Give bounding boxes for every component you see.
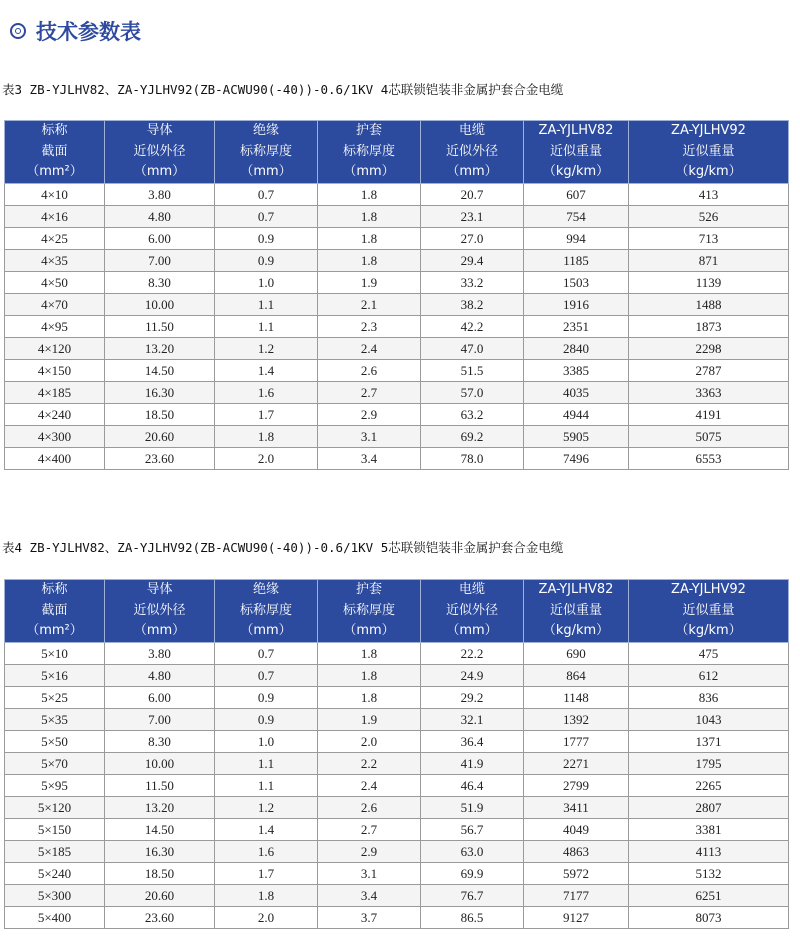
table-cell: 32.1 <box>421 709 524 731</box>
column-header-line: 护套 <box>355 582 382 598</box>
column-header-line: 标称厚度 <box>239 143 292 159</box>
column-header-line: （kg/km） <box>675 623 742 639</box>
column-header-line: 标称 <box>41 582 68 598</box>
table-cell: 4.80 <box>105 665 215 687</box>
table-row <box>5 294 789 316</box>
table-4-caption: 表4 ZB-YJLHV82、ZA-YJLHV92(ZB-ACWU90(-40))-0.6/1KV 5芯联锁铠装非金属护套合金电缆 <box>2 540 564 555</box>
table-cell: 5×300 <box>5 885 105 907</box>
table-cell: 2787 <box>629 360 789 382</box>
table-cell: 56.7 <box>421 819 524 841</box>
column-header-line: （mm） <box>343 164 395 180</box>
table-cell: 2271 <box>524 753 629 775</box>
table-cell: 6.00 <box>105 687 215 709</box>
table-cell: 1.2 <box>215 797 318 819</box>
table-cell: 27.0 <box>421 228 524 250</box>
table-cell: 6251 <box>629 885 789 907</box>
table-cell: 4×95 <box>5 316 105 338</box>
table-cell: 4×50 <box>5 272 105 294</box>
table-cell: 1503 <box>524 272 629 294</box>
column-header-line: 导体 <box>146 582 173 598</box>
column-header-line: 近似外径 <box>445 143 498 159</box>
table-cell: 413 <box>629 184 789 206</box>
table-row <box>5 448 789 470</box>
column-header-line: 近似重量 <box>682 143 735 159</box>
table-cell: 5×10 <box>5 643 105 665</box>
table-cell: 0.9 <box>215 250 318 272</box>
table-row <box>5 360 789 382</box>
table-cell: 2799 <box>524 775 629 797</box>
table-row <box>5 775 789 797</box>
table-cell: 4×150 <box>5 360 105 382</box>
table-cell: 1043 <box>629 709 789 731</box>
table-cell: 690 <box>524 643 629 665</box>
table-cell: 4×240 <box>5 404 105 426</box>
table-cell: 2.4 <box>318 775 421 797</box>
table-cell: 2.6 <box>318 797 421 819</box>
table-cell: 4×16 <box>5 206 105 228</box>
table-cell: 2.7 <box>318 819 421 841</box>
table-cell: 47.0 <box>421 338 524 360</box>
table-cell: 69.9 <box>421 863 524 885</box>
table-cell: 5132 <box>629 863 789 885</box>
table-cell: 994 <box>524 228 629 250</box>
table-cell: 1148 <box>524 687 629 709</box>
column-header-line: 绝缘 <box>252 123 279 139</box>
column-header-line: 近似重量 <box>549 143 602 159</box>
table-row <box>5 338 789 360</box>
table-cell: 2.9 <box>318 841 421 863</box>
table-cell: 7177 <box>524 885 629 907</box>
column-header <box>524 121 629 184</box>
table-cell: 1.8 <box>318 206 421 228</box>
table-cell: 0.7 <box>215 206 318 228</box>
table-row <box>5 907 789 929</box>
table-cell: 16.30 <box>105 841 215 863</box>
table-cell: 3.1 <box>318 426 421 448</box>
table-cell: 18.50 <box>105 404 215 426</box>
table-cell: 1.7 <box>215 863 318 885</box>
table-cell: 2.1 <box>318 294 421 316</box>
table-cell: 2351 <box>524 316 629 338</box>
table-cell: 0.9 <box>215 228 318 250</box>
table-cell: 8.30 <box>105 272 215 294</box>
table-cell: 6553 <box>629 448 789 470</box>
column-header-line: （mm） <box>133 164 186 180</box>
table-cell: 23.60 <box>105 907 215 929</box>
table-cell: 1.8 <box>318 184 421 206</box>
table-cell: 864 <box>524 665 629 687</box>
column-header <box>421 580 524 643</box>
table-cell: 33.2 <box>421 272 524 294</box>
table-cell: 1.6 <box>215 841 318 863</box>
table-cell: 86.5 <box>421 907 524 929</box>
column-header <box>105 580 215 643</box>
table-cell: 4049 <box>524 819 629 841</box>
table-row <box>5 753 789 775</box>
table-cell: 57.0 <box>421 382 524 404</box>
column-header-line: 电缆 <box>458 123 485 139</box>
table-cell: 46.4 <box>421 775 524 797</box>
table-cell: 5×240 <box>5 863 105 885</box>
table-cell: 2.4 <box>318 338 421 360</box>
table-cell: 0.7 <box>215 184 318 206</box>
column-header-line: ZA-YJLHV82 <box>538 582 614 598</box>
table-cell: 13.20 <box>105 797 215 819</box>
table-cell: 4×400 <box>5 448 105 470</box>
table-cell: 7.00 <box>105 709 215 731</box>
column-header <box>524 580 629 643</box>
table-cell: 69.2 <box>421 426 524 448</box>
section-title-text: 技术参数表 <box>36 20 141 44</box>
table-cell: 2265 <box>629 775 789 797</box>
table-cell: 3385 <box>524 360 629 382</box>
table-cell: 1139 <box>629 272 789 294</box>
table-4 <box>4 579 789 929</box>
table-cell: 3411 <box>524 797 629 819</box>
table-cell: 36.4 <box>421 731 524 753</box>
table-cell: 20.7 <box>421 184 524 206</box>
table-cell: 8.30 <box>105 731 215 753</box>
column-header-line: 标称厚度 <box>239 602 292 618</box>
table-cell: 2.6 <box>318 360 421 382</box>
table-cell: 1371 <box>629 731 789 753</box>
table-row <box>5 731 789 753</box>
table-cell: 5×35 <box>5 709 105 731</box>
table-cell: 0.9 <box>215 709 318 731</box>
table-cell: 11.50 <box>105 775 215 797</box>
column-header-line: ZA-YJLHV92 <box>671 582 746 598</box>
table-cell: 5×95 <box>5 775 105 797</box>
table-3-caption: 表3 ZB-YJLHV82、ZA-YJLHV92(ZB-ACWU90(-40))-0.6/1KV 4芯联锁铠装非金属护套合金电缆 <box>2 82 564 97</box>
table-cell: 5×120 <box>5 797 105 819</box>
table-cell: 5×70 <box>5 753 105 775</box>
table-cell: 78.0 <box>421 448 524 470</box>
table-cell: 5×185 <box>5 841 105 863</box>
table-cell: 22.2 <box>421 643 524 665</box>
table-row <box>5 643 789 665</box>
column-header-line: ZA-YJLHV92 <box>671 123 746 139</box>
column-header-line: 标称厚度 <box>342 143 395 159</box>
table-cell: 1873 <box>629 316 789 338</box>
table-row <box>5 885 789 907</box>
table-cell: 2.2 <box>318 753 421 775</box>
table-cell: 1.2 <box>215 338 318 360</box>
table-cell: 0.7 <box>215 643 318 665</box>
table-cell: 4×185 <box>5 382 105 404</box>
column-header <box>215 580 318 643</box>
table-cell: 4.80 <box>105 206 215 228</box>
table-cell: 4×25 <box>5 228 105 250</box>
table-cell: 14.50 <box>105 360 215 382</box>
table-cell: 4×10 <box>5 184 105 206</box>
table-row <box>5 250 789 272</box>
table-cell: 836 <box>629 687 789 709</box>
table-cell: 1.6 <box>215 382 318 404</box>
table-cell: 29.2 <box>421 687 524 709</box>
table-cell: 1.8 <box>318 643 421 665</box>
table-cell: 1.0 <box>215 731 318 753</box>
table-cell: 76.7 <box>421 885 524 907</box>
table-cell: 0.7 <box>215 665 318 687</box>
table-row <box>5 665 789 687</box>
table-cell: 0.9 <box>215 687 318 709</box>
column-header-line: （mm²） <box>26 164 83 180</box>
table-cell: 3.1 <box>318 863 421 885</box>
table-row <box>5 316 789 338</box>
table-cell: 2840 <box>524 338 629 360</box>
table-cell: 1.8 <box>318 250 421 272</box>
table-cell: 1.8 <box>318 228 421 250</box>
table-cell: 871 <box>629 250 789 272</box>
table-cell: 2298 <box>629 338 789 360</box>
column-header-line: 近似外径 <box>133 143 186 159</box>
table-cell: 5972 <box>524 863 629 885</box>
column-header-line: 近似重量 <box>682 602 735 618</box>
table-row <box>5 841 789 863</box>
table-cell: 51.9 <box>421 797 524 819</box>
table-cell: 2.9 <box>318 404 421 426</box>
table-cell: 5×400 <box>5 907 105 929</box>
table-cell: 1.4 <box>215 360 318 382</box>
column-header-line: （mm） <box>343 623 395 639</box>
table-row <box>5 228 789 250</box>
table-3 <box>4 120 789 470</box>
table-cell: 1916 <box>524 294 629 316</box>
table-cell: 1.9 <box>318 272 421 294</box>
column-header-line: （mm） <box>133 623 186 639</box>
column-header <box>318 580 421 643</box>
table-cell: 2.3 <box>318 316 421 338</box>
column-header <box>421 121 524 184</box>
table-cell: 63.0 <box>421 841 524 863</box>
column-header <box>105 121 215 184</box>
table-cell: 612 <box>629 665 789 687</box>
section-title <box>10 16 141 46</box>
table-cell: 3.4 <box>318 448 421 470</box>
column-header-line: 近似外径 <box>445 602 498 618</box>
table-cell: 9127 <box>524 907 629 929</box>
table-cell: 24.9 <box>421 665 524 687</box>
table-cell: 38.2 <box>421 294 524 316</box>
column-header-line: （mm²） <box>26 623 83 639</box>
table-cell: 14.50 <box>105 819 215 841</box>
table-cell: 3381 <box>629 819 789 841</box>
column-header-line: 截面 <box>41 143 68 159</box>
table-cell: 4×120 <box>5 338 105 360</box>
table-cell: 4035 <box>524 382 629 404</box>
table-cell: 1.7 <box>215 404 318 426</box>
column-header-line: 截面 <box>41 602 68 618</box>
table-row <box>5 863 789 885</box>
table-cell: 63.2 <box>421 404 524 426</box>
table-row <box>5 426 789 448</box>
table-cell: 1.8 <box>215 426 318 448</box>
table-cell: 42.2 <box>421 316 524 338</box>
column-header-line: 标称 <box>41 123 68 139</box>
column-header-line: 标称厚度 <box>342 602 395 618</box>
table-cell: 20.60 <box>105 426 215 448</box>
table-cell: 1488 <box>629 294 789 316</box>
table-cell: 2807 <box>629 797 789 819</box>
column-header <box>629 121 789 184</box>
table-row <box>5 404 789 426</box>
table-cell: 4113 <box>629 841 789 863</box>
column-header-line: （kg/km） <box>675 164 742 180</box>
table-cell: 23.60 <box>105 448 215 470</box>
table-cell: 4×70 <box>5 294 105 316</box>
table-cell: 4191 <box>629 404 789 426</box>
table-cell: 4×300 <box>5 426 105 448</box>
table-cell: 8073 <box>629 907 789 929</box>
table-cell: 3.7 <box>318 907 421 929</box>
table-cell: 1392 <box>524 709 629 731</box>
table-row <box>5 797 789 819</box>
table-cell: 526 <box>629 206 789 228</box>
table-row <box>5 206 789 228</box>
table-cell: 29.4 <box>421 250 524 272</box>
table-cell: 4944 <box>524 404 629 426</box>
table-cell: 7496 <box>524 448 629 470</box>
column-header-line: （kg/km） <box>542 164 610 180</box>
table-cell: 2.0 <box>215 448 318 470</box>
column-header <box>629 580 789 643</box>
column-header-line: 护套 <box>355 123 382 139</box>
table-cell: 3363 <box>629 382 789 404</box>
table-cell: 3.4 <box>318 885 421 907</box>
table-cell: 6.00 <box>105 228 215 250</box>
table-cell: 23.1 <box>421 206 524 228</box>
table-cell: 1.9 <box>318 709 421 731</box>
table-cell: 5905 <box>524 426 629 448</box>
table-cell: 1.1 <box>215 753 318 775</box>
column-header <box>318 121 421 184</box>
table-header-row <box>5 121 789 184</box>
table-cell: 18.50 <box>105 863 215 885</box>
table-cell: 1.4 <box>215 819 318 841</box>
table-cell: 1795 <box>629 753 789 775</box>
table-cell: 20.60 <box>105 885 215 907</box>
table-cell: 13.20 <box>105 338 215 360</box>
table-cell: 5×25 <box>5 687 105 709</box>
table-cell: 7.00 <box>105 250 215 272</box>
column-header <box>5 121 105 184</box>
table-cell: 5×50 <box>5 731 105 753</box>
table-cell: 2.0 <box>215 907 318 929</box>
table-cell: 2.7 <box>318 382 421 404</box>
table-cell: 4×35 <box>5 250 105 272</box>
table-cell: 1.8 <box>318 665 421 687</box>
table-cell: 1.1 <box>215 775 318 797</box>
table-cell: 16.30 <box>105 382 215 404</box>
column-header-line: 近似重量 <box>549 602 602 618</box>
table-row <box>5 184 789 206</box>
table-row <box>5 819 789 841</box>
table-cell: 11.50 <box>105 316 215 338</box>
column-header-line: （mm） <box>446 164 498 180</box>
table-cell: 4863 <box>524 841 629 863</box>
double-circle-icon <box>10 23 26 39</box>
table-cell: 3.80 <box>105 184 215 206</box>
table-cell: 41.9 <box>421 753 524 775</box>
table-cell: 3.80 <box>105 643 215 665</box>
column-header-line: 近似外径 <box>133 602 186 618</box>
table-cell: 5075 <box>629 426 789 448</box>
table-cell: 51.5 <box>421 360 524 382</box>
table-cell: 1185 <box>524 250 629 272</box>
table-row <box>5 382 789 404</box>
column-header-line: 导体 <box>146 123 173 139</box>
table-cell: 1.1 <box>215 294 318 316</box>
table-cell: 1777 <box>524 731 629 753</box>
table-cell: 10.00 <box>105 294 215 316</box>
table-cell: 5×16 <box>5 665 105 687</box>
column-header-line: （mm） <box>240 164 292 180</box>
table-cell: 1.8 <box>318 687 421 709</box>
table-cell: 1.0 <box>215 272 318 294</box>
table-row <box>5 709 789 731</box>
table-cell: 607 <box>524 184 629 206</box>
table-cell: 10.00 <box>105 753 215 775</box>
column-header-line: ZA-YJLHV82 <box>538 123 614 139</box>
column-header <box>5 580 105 643</box>
column-header <box>215 121 318 184</box>
column-header-line: 电缆 <box>458 582 485 598</box>
table-cell: 2.0 <box>318 731 421 753</box>
table-row <box>5 272 789 294</box>
table-cell: 713 <box>629 228 789 250</box>
table-cell: 754 <box>524 206 629 228</box>
table-cell: 1.1 <box>215 316 318 338</box>
table-cell: 5×150 <box>5 819 105 841</box>
table-row <box>5 687 789 709</box>
table-header-row <box>5 580 789 643</box>
table-cell: 1.8 <box>215 885 318 907</box>
table-cell: 475 <box>629 643 789 665</box>
column-header-line: （mm） <box>240 623 292 639</box>
column-header-line: （mm） <box>446 623 498 639</box>
column-header-line: （kg/km） <box>542 623 610 639</box>
column-header-line: 绝缘 <box>252 582 279 598</box>
